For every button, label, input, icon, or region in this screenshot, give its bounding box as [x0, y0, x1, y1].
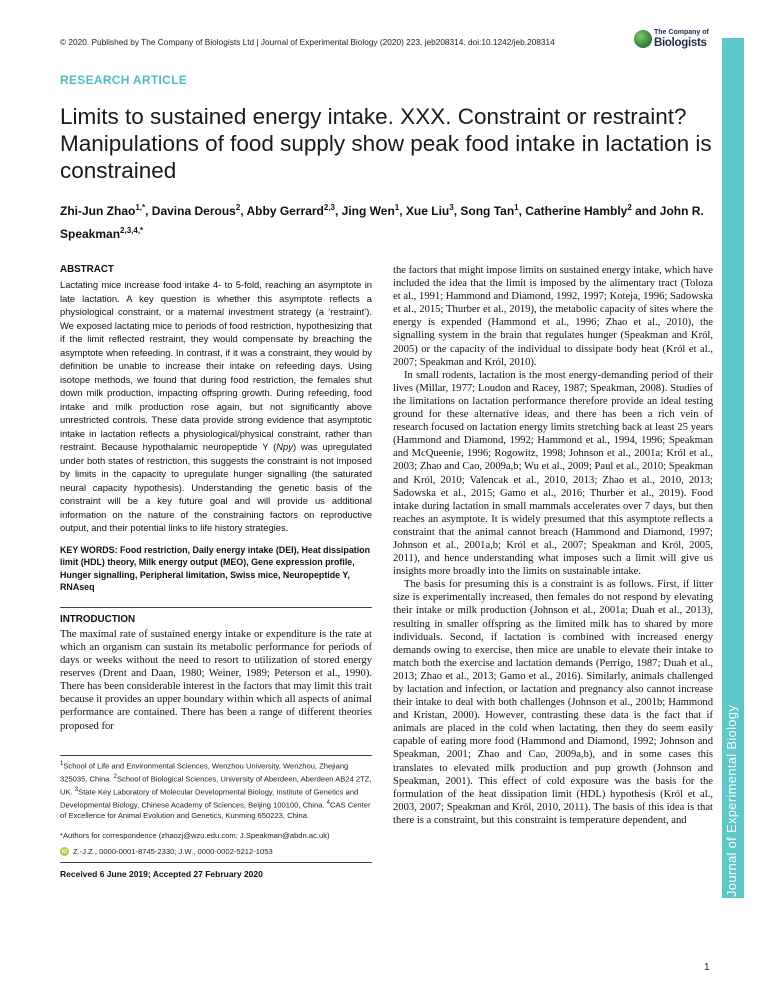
author-separator: , — [518, 204, 526, 218]
left-column — [60, 264, 372, 879]
author-affiliation-marker: 2,3,4,* — [120, 226, 144, 235]
author-separator: , — [399, 204, 406, 218]
author-separator: , — [145, 204, 152, 218]
gene-name: Npy — [276, 441, 293, 452]
divider — [60, 607, 372, 608]
author-affiliation-marker: 2 — [235, 203, 241, 212]
author-affiliation-marker: 2 — [627, 203, 632, 212]
journal-citation-header: © 2020. Published by The Company of Biologists Ltd | Journal of Experimental Biology (2020) 223, jeb208314. doi:10.1242/jeb.208314 — [60, 37, 555, 47]
author-affiliation-marker: 3 — [449, 203, 454, 212]
orcid-row — [60, 847, 372, 856]
intro-paragraph-3: The basis for presuming this is a constraint is as follows. First, if litter size is experimentally increased, then females do not respond by elevating their intake or milk production (Johnson et al., 2001a; Duah et al., 2013), resulting in smaller offspring as the limited milk has to shared by more individuals. Second, if lactation is combined with increased energy demands owing to exercise, then mice are unable to elevate their intake to match both the exercise and lactation demands (Perrigo, 1987; Duah et al., 2013; Zhao et al., 2013; Gamo et al., 2016). Similarly, animals challenged by lactation and infection, or lactation and pregnancy also cannot increase their intake to deal with both challenges (Johnson et al., 2001b; Hammond and Kristan, 2000). However, contrasting these data is the fact that if animals are placed in the cold when lactating, then they do seem easily capable of eating more food (Hammond and Diamond, 1992; Johnson and Speakman, 2001; Zhao and Cao, 2009a,b), and in some cases this translates to elevated milk production and pup growth (Johnson and Speakman, 2001). This effect of cold exposure was the basis for the formulation of the heat dissipation limit (HDL) hypothesis (Król et al., 2003, 2007; Speakman and Król, 2010, 2011). The basis of this idea is that there is a constraint, but this constraint is temperature dependent, and — [393, 579, 713, 826]
received-dates: Received 6 June 2019; Accepted 27 February 2020 — [60, 869, 263, 880]
introduction-heading: INTRODUCTION — [60, 613, 136, 625]
correspondence: *Authors for correspondence (zhaozj@wzu.edu.com; J.Speakman@abdn.ac.uk) — [60, 830, 330, 840]
page-number: 1 — [704, 962, 710, 973]
globe-icon — [634, 30, 652, 48]
author-affiliation-marker: 1 — [394, 203, 400, 212]
orcid-icon[interactable]: iD — [61, 848, 68, 855]
author-separator: , — [453, 204, 461, 218]
author-name: Davina Derous — [151, 204, 236, 218]
author-name: Zhi-Jun Zhao — [60, 204, 136, 218]
author-name: Song Tan — [460, 204, 515, 218]
journal-sidebar-title: Journal of Experimental Biology — [724, 704, 739, 897]
affiliations: $^1$School of Life and Environmental Sciences, Wenzhou University, Wenzhou, Zhejiang 325035, China. $^2$School of Biological Sciences, University of Aberdeen, Aberdeen AB24 2TZ, UK. $^3$State Key Laboratory of Molecular Developmental Biology, Institute of Genetics and Developmental Biology, Chinese Academy of Sciences, Beijing 100100, China. $^4$CAS Center of Excellence for Animal Evolution and Genetics, Kunming 650223, China. — [60, 760, 372, 821]
author-separator: , — [240, 204, 247, 218]
author-separator: , — [335, 204, 342, 218]
affiliation-divider — [60, 755, 372, 756]
logo-line-2: Biologists — [654, 37, 707, 49]
author-separator: and — [631, 204, 660, 218]
author-affiliation-marker: 2,3 — [323, 203, 335, 212]
author-name: Catherine Hambly — [525, 204, 628, 218]
abstract-heading: ABSTRACT — [60, 264, 114, 275]
logo-line-1: The Company of — [654, 29, 709, 36]
keywords: KEY WORDS: Food restriction, Daily energy intake (DEI), Heat dissipation limit (HDL) theory, Milk energy output (MEO), Gene expression profile, Hunger signalling, Peripheral limitation, Swiss mice, Neuropeptide Y, RNAseq — [60, 544, 371, 593]
article-title: Limits to sustained energy intake. XXX. Constraint or restraint? Manipulations of food supply show peak food intake in lactation is constrained — [60, 104, 712, 183]
intro-paragraph-1: The maximal rate of sustained energy intake or expenditure is the rate at which an organism can sustain its metabolic performance for periods of days or weeks without the need to resort to utilization of stored energy reserves (Drent and Daan, 1980; Weiner, 1989; Peterson et al., 1990). There has been considerable interest in the factors that may limit this trait because it provides an upper boundary within which all aspects of animal performance are contained. There has been a range of different theories proposed for — [60, 628, 372, 732]
author-affiliation-marker: 1,* — [135, 203, 146, 212]
intro-paragraph-2: In small rodents, lactation is the most energy-demanding period of their lives (Millar, 1977; Loudon and Racey, 1987; Speakman, 2008). Studies of the limitations on lactation performance therefore provide an ideal testing ground for these alternative ideas, and there has been a rich vein of research focused on lactation energy limits stretching back at least 25 years (Hammond and Diamond, 1992; Hammond et al., 1994, 1996; Speakman and McQueenie, 1996; Rogowitz, 1998; Johnson et al., 2001a; Król et al., 2003; Zhao and Cao, 2009a,b; Wu et al., 2009; Paul et al., 2010; Speakman and Król, 2010; Valencak et al., 2010, 2013; Zhao et al., 2010, 2013; Sadowska et al., 2015; Gamo et al., 2016; Thurber et al., 2019). Food intake during lactation in small mammals accelerates over 7 days, but then reaches an asymptote. It is widely presumed that this asymptote reflects a constraint that the animal cannot breach (Hammond and Diamond, 1997; Johnson et al., 2001a,b; Król et al., 2007; Speakman and Król, 2005, 2011), and hence understanding what imposes such a limit will give us insights more broadly into the limits on sustainable intake. — [393, 369, 713, 578]
article-type-label: RESEARCH ARTICLE — [60, 73, 188, 87]
author-list — [60, 198, 710, 244]
author-name: Xue Liu — [405, 204, 450, 218]
author-name: Abby Gerrard — [246, 204, 324, 218]
publisher-logo[interactable] — [634, 26, 714, 54]
received-divider — [60, 862, 372, 863]
intro-paragraph-1-continued: the factors that might impose limits on sustained energy intake, which have included the idea that the limit is imposed by the alimentary tract (Toloza et al., 1991; Hammond and Diamond, 1992, 1997; Koteja, 1996; Sadowska et al., 2015; Thurber et al., 2019), the metabolic capacity of sites where the energy is expended (Hammond et al., 1996; Zhao et al., 2010), the signalling system in the brain that regulates hunger (Speakman and Król, 2005) or the capacity of the individual to dissipate body heat (Król et al., 2007; Speakman and Król, 2010). — [393, 265, 713, 368]
abstract-text: Lactating mice increase food intake 4- to 5-fold, reaching an asymptote in late lactation. A key question is whether this asymptote reflects a physiological constraint, or a maternal investment strategy (a ‘restraint’). We exposed lactating mice to periods of food restriction, hypothesizing that if the limit reflected restraint, they would compensate by breaching the asymptote when refeeding. In contrast, if it was a constraint, they would by definition be unable to increase their intake on refeeding days. Using isotope methods, we found that during food restriction, the females shut down milk production, impacting offspring growth. During refeeding, food intake and milk production rose again, but not significantly above unrestricted controls. These data provide strong evidence that asymptotic intake in lactation reflects a physiological/physical constraint, rather than restraint. Because hypothalamic neuropeptide Y (Npy) was upregulated under both states of restriction, this suggests the constraint is not imposed by limits in the capacity to upregulate hunger signalling (the saturated neural capacity hypothesis). Understanding the genetic basis of the constraint will be a key future goal and will provide us additional information on the nature of the constraining factors on reproductive output, and their potential links to life history strategies. — [60, 279, 372, 533]
author-name: John R. Speakman — [60, 204, 704, 241]
orcid-ids[interactable]: Z.-J.Z., 0000-0001-8745-2330; J.W., 0000-0002-5212-1053 — [73, 847, 273, 857]
author-affiliation-marker: 1 — [514, 203, 519, 212]
author-name: Jing Wen — [341, 204, 395, 218]
right-column — [393, 264, 713, 827]
